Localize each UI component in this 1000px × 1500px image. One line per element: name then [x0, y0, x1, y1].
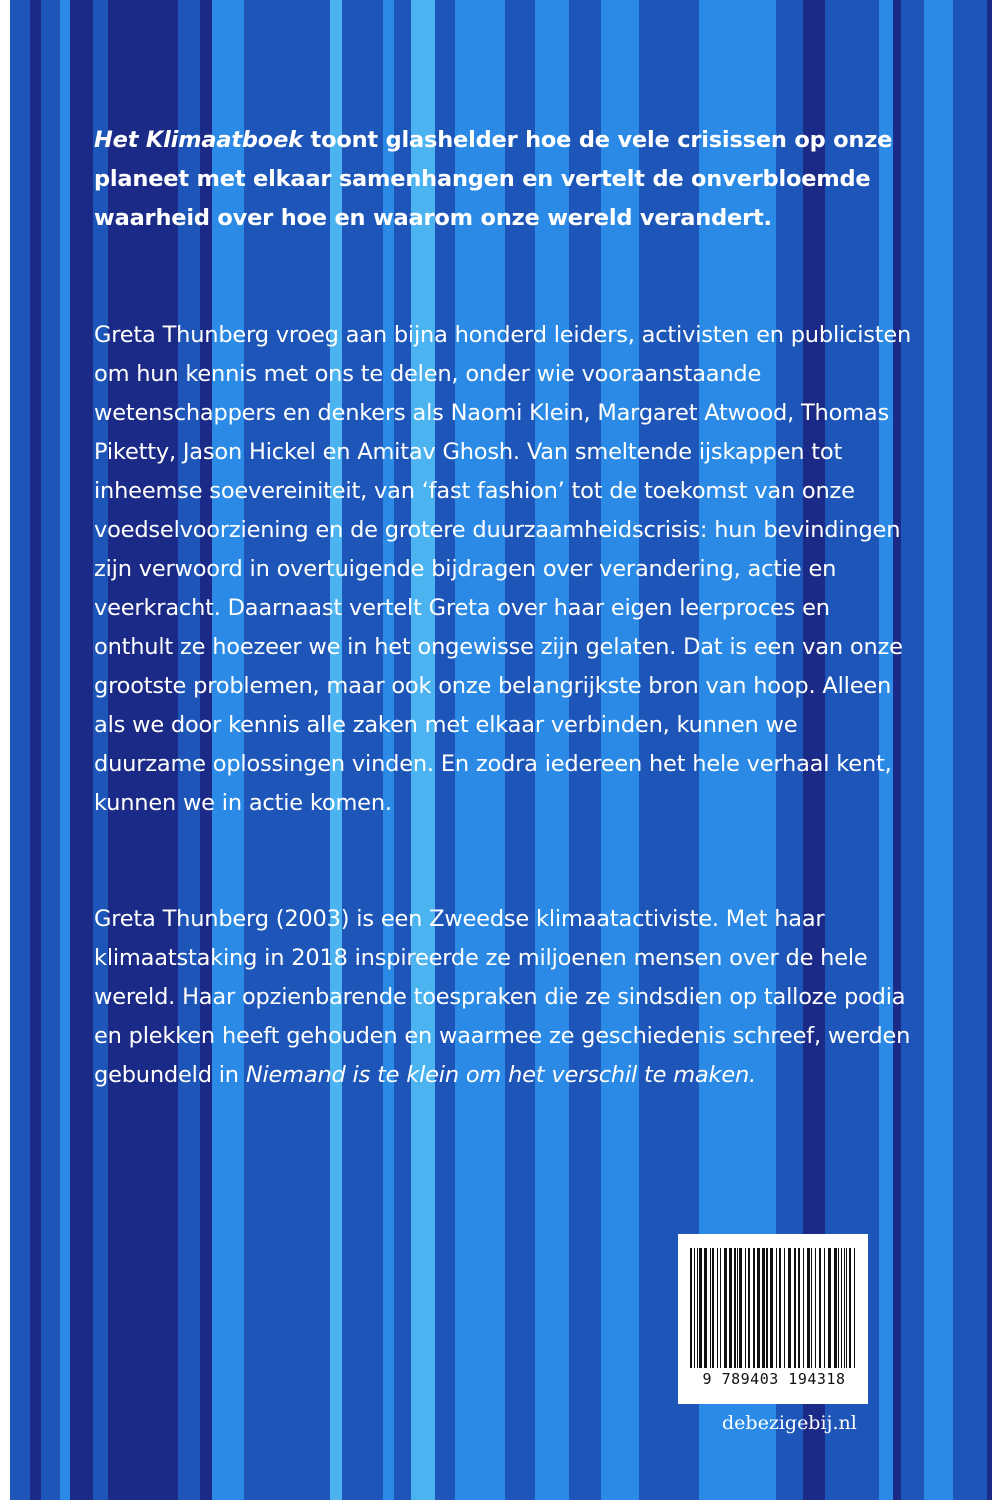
description-paragraph: [94, 316, 914, 823]
barcode-bar: [834, 1248, 837, 1368]
barcode-bar: [815, 1248, 816, 1368]
barcode-bar: [776, 1248, 777, 1368]
barcode-bar: [794, 1248, 796, 1368]
barcode-bar: [739, 1248, 742, 1368]
author-bio-paragraph: [94, 900, 914, 1095]
barcode-bar: [854, 1248, 855, 1368]
barcode-bar: [710, 1248, 711, 1368]
book-back-cover: [10, 0, 992, 1500]
barcode-bar: [849, 1248, 851, 1368]
author-bio-text: Greta Thunberg (2003) is een Zweedse klimaatactiviste. Met haar klimaatstaking in 2018 inspireerde ze miljoenen mensen over de hele wereld. Haar opzienbarende toespraken die ze sindsdien op talloze podia en plekken heeft gehouden en waarmee ze geschiedenis schreef, werden gebundeld in: [94, 906, 911, 1088]
background-stripe: [41, 0, 61, 1500]
barcode-bar: [846, 1248, 847, 1368]
intro-text: toont glashelder hoe de vele crisissen op onze planeet met elkaar samenhangen en vertelt de onverbloemde waarheid over hoe en waarom onze wereld verandert.: [94, 127, 893, 231]
barcode-bar: [745, 1248, 746, 1368]
barcode-bar: [803, 1248, 804, 1368]
background-stripe: [924, 0, 935, 1500]
barcode-bar: [844, 1248, 845, 1368]
barcode-bar: [770, 1248, 773, 1368]
barcode-bar: [838, 1248, 839, 1368]
barcode-bar: [753, 1248, 755, 1368]
barcode-bar: [737, 1248, 738, 1368]
barcode-bar: [697, 1248, 698, 1368]
barcode-bar: [748, 1248, 750, 1368]
previous-book-title: Niemand is te klein om het verschil te maken.: [245, 1062, 757, 1088]
barcode-bars: [690, 1248, 856, 1368]
barcode-bar: [704, 1248, 707, 1368]
barcode-bar: [824, 1248, 825, 1368]
barcode-bar: [729, 1248, 732, 1368]
isbn-number: 9 789403 194318: [702, 1370, 846, 1388]
background-stripe: [30, 0, 42, 1500]
barcode-bar: [798, 1248, 800, 1368]
background-stripe: [10, 0, 31, 1500]
barcode-bar: [690, 1248, 692, 1368]
intro-paragraph: [94, 121, 914, 238]
barcode-bar: [766, 1248, 768, 1368]
barcode-bar: [779, 1248, 781, 1368]
barcode-bar: [724, 1248, 727, 1368]
barcode-bar: [819, 1248, 821, 1368]
barcode-bar: [807, 1248, 810, 1368]
barcode-bar: [720, 1248, 721, 1368]
barcode-bar: [757, 1248, 760, 1368]
background-stripe: [70, 0, 94, 1500]
barcode-bar: [694, 1248, 695, 1368]
barcode-bar: [828, 1248, 831, 1368]
barcode-bar: [784, 1248, 785, 1368]
background-stripe: [987, 0, 992, 1500]
background-stripe: [60, 0, 71, 1500]
barcode-bar: [734, 1248, 736, 1368]
background-stripe: [934, 0, 954, 1500]
barcode-bar: [699, 1248, 702, 1368]
background-stripe: [976, 0, 988, 1500]
book-title-emphasis: Het Klimaatboek: [94, 127, 303, 153]
barcode-bar: [762, 1248, 765, 1368]
isbn-barcode: [678, 1234, 868, 1404]
description-text: Greta Thunberg vroeg aan bijna honderd leiders, activisten en publicisten om hun kennis met ons te delen, onder wie vooraanstaande wetenschappers en denkers als Naomi Klein, Margaret Atwood, Thomas Piketty, Jason Hickel en Amitav Ghosh. Van smeltende ijskappen tot inheemse soevereiniteit, van ‘fast fashion’ tot de toekomst van onze voedselvoorziening en de grotere duurzaamheidscrisis: hun bevindingen zijn verwoord in overtuigende bijdragen over verandering, actie en veerkracht. Daarnaast vertelt Greta over haar eigen leerproces en onthult ze hoezeer we in het ongewisse zijn gelaten. Dat is een van onze grootste problemen, maar ook onze belangrijkste bron van hoop. Alleen als we door kennis alle zaken met elkaar verbinden, kunnen we duurzame oplossingen vinden. En zodra iedereen het hele verhaal kent, kunnen we in actie komen.: [94, 322, 912, 816]
barcode-bar: [841, 1248, 842, 1368]
barcode-bar: [717, 1248, 718, 1368]
barcode-bar: [712, 1248, 714, 1368]
barcode-bar: [788, 1248, 791, 1368]
publisher-url: debezigebij.nl: [722, 1412, 857, 1434]
barcode-bar: [811, 1248, 812, 1368]
background-stripe: [953, 0, 977, 1500]
